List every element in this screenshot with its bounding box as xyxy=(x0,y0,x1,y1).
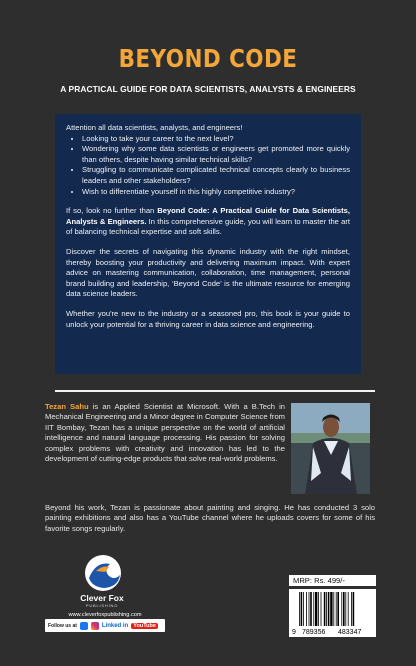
blurb-p2-end: In this comprehensive guide, you will learn to master the art of balancing technical expertise and soft skills. xyxy=(66,216,350,237)
author-name: Tezan Sahu xyxy=(45,402,89,411)
social-bar xyxy=(45,619,165,632)
blurb-bullet: • Wondering why some data scientists or engineers get promoted more quickly than others, despite having similar technical skills? xyxy=(82,144,350,165)
publisher-tagline: PUBLISHING xyxy=(85,603,119,608)
blurb-box xyxy=(55,114,361,374)
publisher-name: Clever Fox xyxy=(80,593,124,603)
price-label: MRP: Rs. 499/- xyxy=(289,575,376,586)
instagram-icon[interactable] xyxy=(91,622,99,630)
blurb-paragraph-3: Discover the secrets of navigating this dynamic industry with the right mindset, thereby boosting your productivity and delivering maximum impact. With expert advice on mastering communication, collaboration, time management, personal brand building and leadership, ‘Beyond Code’ is the ultimate resource for emerging data science leaders. xyxy=(66,246,350,299)
author-bio-text: is an Applied Scientist at Microsoft. With a B.Tech in Mechanical Engineering and a Minor degree in Computer Science from IIT Bombay, Tezan has a unique perspective on the world of artificial intelligence and natural language processing. His passion for solving complex problems with creativity and innovation has led to the development of cutting-edge products that solve real-world problems. xyxy=(45,402,286,464)
blurb-bullet: • Struggling to communicate complicated technical concepts clearly to business leaders and other stakeholders? xyxy=(82,165,350,186)
blurb-paragraph-4: Whether you're new to the industry or a seasoned pro, this book is your guide to unlock your potential for a thriving career in data science and engineering. xyxy=(66,308,350,329)
blurb-paragraph-2 xyxy=(66,206,350,238)
isbn-middle: 789356 xyxy=(302,629,326,636)
isbn-first-digit: 9 xyxy=(292,629,296,636)
linkedin-icon[interactable]: Linked in xyxy=(101,622,129,629)
isbn-last: 483347 xyxy=(338,629,362,636)
book-title: BEYOND CODE xyxy=(118,44,298,73)
publisher-url[interactable]: www.cleverfoxpublishing.com xyxy=(68,612,142,618)
facebook-icon[interactable] xyxy=(80,622,88,630)
section-divider xyxy=(55,390,375,392)
blurb-p2-start: If so, look no further than xyxy=(66,206,158,216)
blurb-bullet: • Looking to take your career to the next level? xyxy=(82,134,350,145)
blurb-intro: Attention all data scientists, analysts, and engineers! xyxy=(66,123,243,132)
author-bio-2: Beyond his work, Tezan is passionate about painting and singing. He has conducted 3 solo painting exhibitions and also has a YouTube channel where he uploads covers for some of his favorite songs regularly. xyxy=(45,503,375,533)
blurb-bullet-list xyxy=(66,134,350,198)
book-subtitle: A PRACTICAL GUIDE FOR DATA SCIENTISTS, ANALYSTS & ENGINEERS xyxy=(60,84,356,94)
fox-logo-icon xyxy=(78,553,128,593)
blurb-bullet: • Wish to differentiate yourself in this highly competitive industry? xyxy=(82,187,350,198)
barcode-icon xyxy=(289,589,376,637)
author-bio xyxy=(45,402,285,464)
author-photo xyxy=(291,403,370,494)
follow-label: Follow us at xyxy=(48,622,77,629)
youtube-icon[interactable]: YouTube xyxy=(133,622,156,629)
blurb-p2-book-name: Beyond Code: A Practical Guide for Data Scientists, Analysts & Engineers. xyxy=(66,206,350,226)
